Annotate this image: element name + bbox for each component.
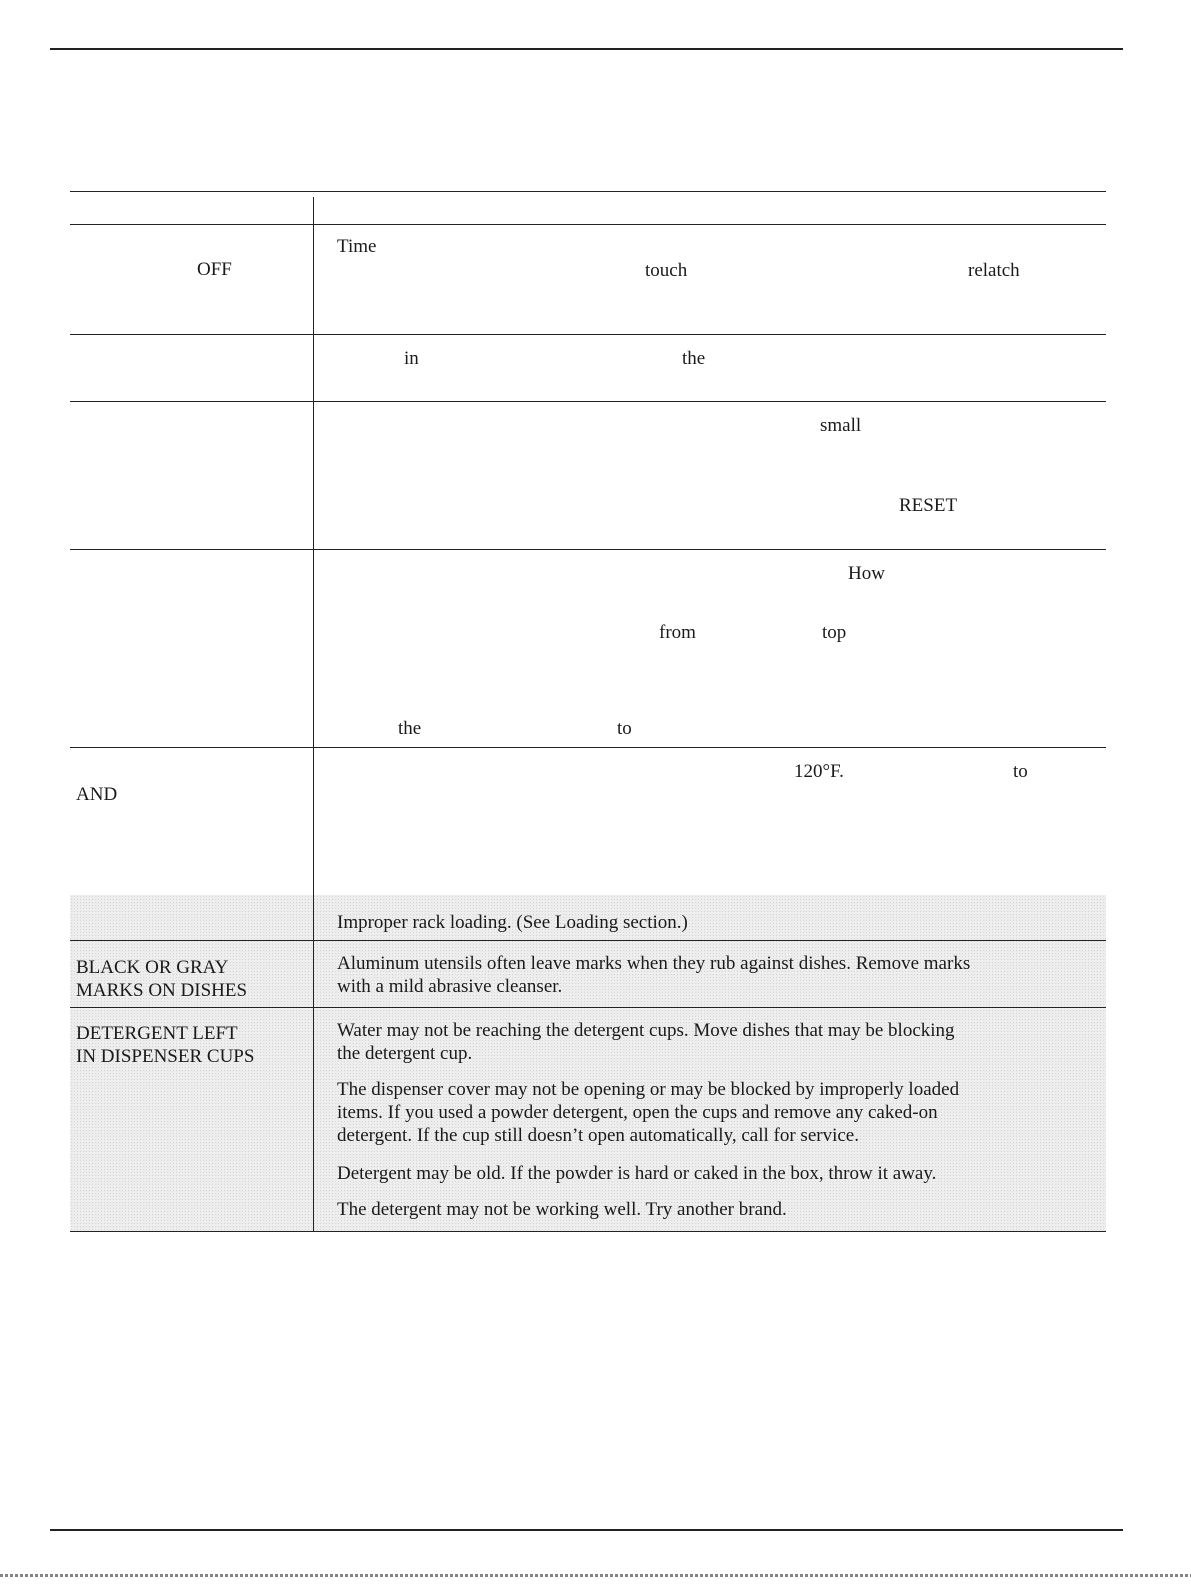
top-rule xyxy=(50,48,1123,50)
problem-label: OFF xyxy=(197,259,232,280)
cause-line: Aluminum utensils often leave marks when they rub against dishes. Remove marks xyxy=(337,953,971,974)
cause-text: top xyxy=(822,622,847,643)
cause-text: relatch xyxy=(968,260,1020,281)
cause-paragraph xyxy=(337,952,970,998)
header-rule xyxy=(70,224,1106,225)
problem-label xyxy=(76,1022,254,1068)
problem-label: AND xyxy=(76,784,118,805)
cause-paragraph xyxy=(337,1198,787,1221)
row-divider xyxy=(70,401,1106,402)
problem-line: BLACK OR GRAY xyxy=(76,957,229,978)
cause-line: The dispenser cover may not be opening or may be blocked by improperly loaded xyxy=(337,1079,960,1100)
cause-text: to xyxy=(1013,761,1028,782)
cause-paragraph xyxy=(337,1162,936,1185)
bottom-rule xyxy=(50,1529,1123,1531)
cause-text: Improper rack loading. (See Loading section.) xyxy=(337,912,688,933)
cause-text: How xyxy=(848,563,885,584)
table-bottom-rule xyxy=(70,1231,1106,1232)
cause-paragraph xyxy=(337,1078,959,1147)
cause-text: to xyxy=(617,718,632,739)
cause-text: from xyxy=(659,622,696,643)
cause-line: with a mild abrasive cleanser. xyxy=(337,976,563,997)
cause-text: 120°F. xyxy=(794,761,844,782)
row-divider xyxy=(70,747,1106,748)
cause-line: The detergent may not be working well. Try another brand. xyxy=(337,1199,787,1220)
table-top-rule xyxy=(70,191,1106,192)
cause-line: items. If you used a powder detergent, open the cups and remove any caked-on xyxy=(337,1102,938,1123)
cause-text: in xyxy=(404,348,419,369)
cause-line: Detergent may be old. If the powder is hard or caked in the box, throw it away. xyxy=(337,1163,937,1184)
cause-text: small xyxy=(820,415,862,436)
problem-line: DETERGENT LEFT xyxy=(76,1023,238,1044)
row-divider xyxy=(70,549,1106,550)
row-divider xyxy=(70,1007,1106,1008)
column-divider xyxy=(313,197,314,1231)
row-divider xyxy=(70,334,1106,335)
cause-text: the xyxy=(682,348,706,369)
cause-paragraph xyxy=(337,1019,955,1065)
scan-edge xyxy=(0,1574,1191,1577)
cause-line: the detergent cup. xyxy=(337,1043,473,1064)
cause-line: Water may not be reaching the detergent cups. Move dishes that may be blocking xyxy=(337,1020,955,1041)
cause-text: touch xyxy=(645,260,688,281)
problem-label xyxy=(76,956,247,1002)
cause-text: Time xyxy=(337,236,377,257)
cause-text: the xyxy=(398,718,422,739)
problem-line: MARKS ON DISHES xyxy=(76,980,248,1001)
problem-line: IN DISPENSER CUPS xyxy=(76,1046,255,1067)
cause-line: detergent. If the cup still doesn’t open automatically, call for service. xyxy=(337,1125,859,1146)
row-divider xyxy=(70,940,1106,941)
cause-text: RESET xyxy=(899,495,958,516)
